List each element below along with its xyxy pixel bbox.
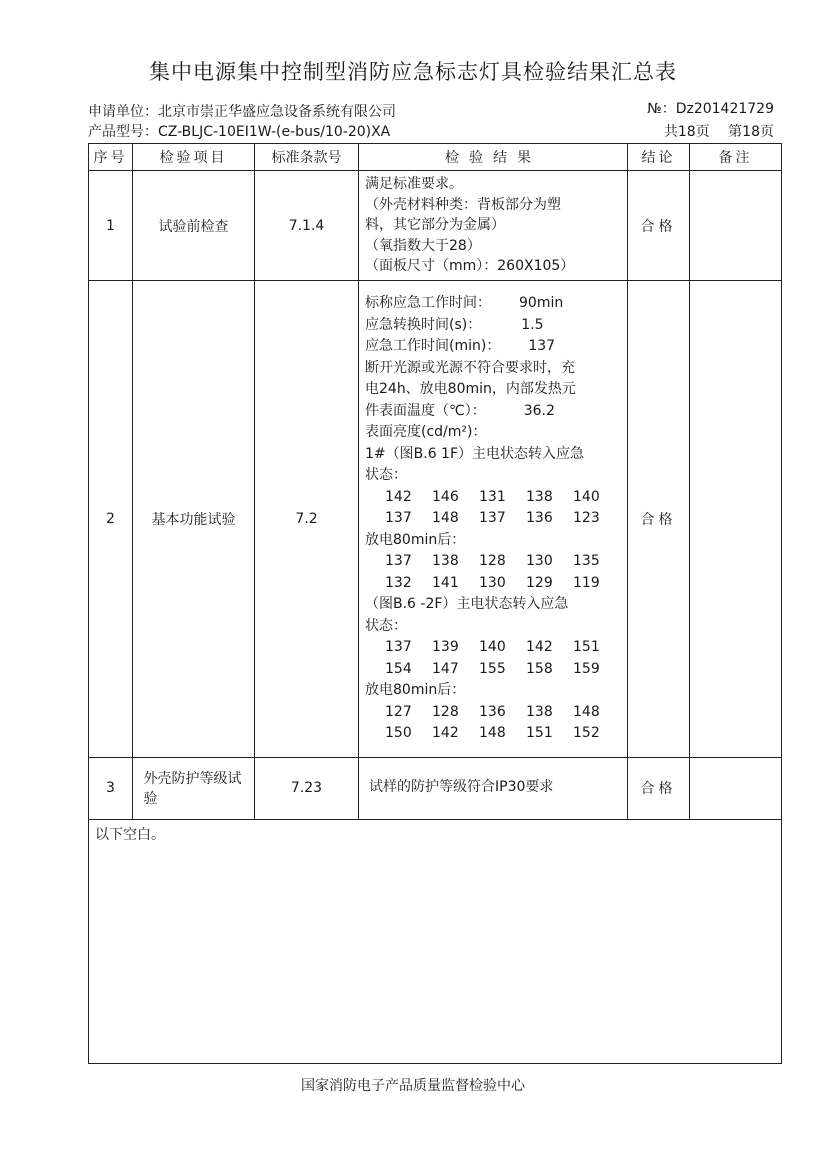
luminance-values bbox=[365, 551, 623, 573]
value-cell: 136 bbox=[479, 703, 506, 720]
row-conclusion: 合格 bbox=[628, 757, 690, 819]
row-clause: 7.2 bbox=[255, 281, 359, 758]
luminance-values bbox=[365, 659, 623, 681]
value-cell: 150 bbox=[385, 725, 412, 741]
header-remark: 备注 bbox=[690, 144, 782, 171]
result-line: 满足标准要求。 bbox=[365, 176, 463, 193]
value-cell: 155 bbox=[479, 660, 506, 677]
header-result: 检验结果 bbox=[359, 144, 628, 171]
total-pages: 共18页 bbox=[663, 124, 710, 140]
header-clause: 标准条款号 bbox=[255, 144, 359, 171]
label-text: 应急工作时间(min)： bbox=[365, 338, 501, 354]
blank-row bbox=[89, 819, 782, 1063]
value-text: 137 bbox=[528, 338, 556, 354]
value-cell: 137 bbox=[385, 553, 412, 569]
value-text: 90min bbox=[519, 295, 564, 311]
result-line bbox=[365, 315, 623, 337]
value-text: 36.2 bbox=[523, 402, 555, 419]
row-clause: 7.23 bbox=[255, 757, 359, 819]
value-cell: 138 bbox=[526, 488, 553, 505]
value-cell: 147 bbox=[432, 660, 459, 677]
result-line bbox=[365, 293, 623, 315]
value-cell: 142 bbox=[385, 488, 412, 505]
value-cell: 129 bbox=[526, 574, 553, 591]
value-cell: 127 bbox=[385, 703, 412, 720]
result-line: 状态： bbox=[365, 467, 407, 483]
table-row bbox=[89, 281, 782, 758]
row-result bbox=[359, 171, 628, 281]
result-line: 放电80min后： bbox=[365, 682, 466, 698]
product-model: 产品型号：CZ-BLJC-10EⅠ1W-(e-bus/10-20)XA bbox=[88, 124, 391, 140]
value-cell: 131 bbox=[479, 488, 506, 505]
value-cell: 146 bbox=[432, 488, 459, 505]
value-cell: 128 bbox=[479, 553, 506, 569]
value-cell: 137 bbox=[385, 510, 412, 526]
value-cell: 159 bbox=[573, 660, 600, 677]
label-text: 件表面温度（℃）： bbox=[365, 402, 486, 419]
row-remark bbox=[690, 171, 782, 281]
value-cell: 151 bbox=[526, 725, 553, 741]
result-line bbox=[365, 336, 623, 358]
row-item bbox=[133, 757, 255, 819]
value-cell: 123 bbox=[573, 510, 600, 526]
applicant: 申请单位：北京市崇正华盛应急设备系统有限公司 bbox=[88, 104, 396, 120]
luminance-values bbox=[365, 573, 623, 595]
label-text: 标称应急工作时间： bbox=[365, 295, 491, 311]
value-cell: 130 bbox=[526, 553, 553, 569]
row-conclusion: 合格 bbox=[628, 171, 690, 281]
value-cell: 152 bbox=[573, 725, 600, 741]
header-item: 检验项目 bbox=[133, 144, 255, 171]
value-cell: 137 bbox=[479, 510, 506, 526]
row-item-text: 外壳防护等级试验 bbox=[143, 771, 242, 807]
row-result bbox=[359, 281, 628, 758]
page-title: 集中电源集中控制型消防应急标志灯具检验结果汇总表 bbox=[149, 60, 677, 84]
current-page: 第18页 bbox=[728, 124, 774, 140]
header-row bbox=[89, 144, 782, 171]
result-line: 料，其它部分为金属） bbox=[365, 217, 505, 234]
result-line: 状态： bbox=[365, 617, 407, 634]
row-item: 基本功能试验 bbox=[133, 281, 255, 758]
value-cell: 138 bbox=[432, 553, 459, 569]
value-cell: 137 bbox=[385, 639, 412, 655]
value-cell: 148 bbox=[432, 510, 459, 526]
value-cell: 138 bbox=[526, 703, 553, 720]
luminance-values bbox=[365, 723, 623, 745]
row-item: 试验前检查 bbox=[133, 171, 255, 281]
row-conclusion: 合格 bbox=[628, 281, 690, 758]
table-row bbox=[89, 171, 782, 281]
row-remark bbox=[690, 757, 782, 819]
value-cell: 139 bbox=[432, 639, 459, 655]
results-table bbox=[88, 143, 782, 1064]
value-cell: 119 bbox=[573, 574, 600, 591]
value-cell: 141 bbox=[432, 574, 459, 591]
result-line: 电24h、放电80min，内部发热元 bbox=[365, 381, 576, 397]
value-cell: 142 bbox=[526, 639, 553, 655]
row-remark bbox=[690, 281, 782, 758]
row-result bbox=[359, 757, 628, 819]
page-info bbox=[664, 121, 774, 141]
value-cell: 128 bbox=[432, 703, 459, 720]
row-clause: 7.1.4 bbox=[255, 171, 359, 281]
footer-organization: 国家消防电子产品质量监督检验中心 bbox=[301, 1078, 525, 1094]
row-no: 1 bbox=[89, 171, 133, 281]
row-no: 3 bbox=[89, 757, 133, 819]
report-number: №：Dz201421729 bbox=[647, 101, 774, 117]
value-cell: 148 bbox=[573, 703, 600, 720]
value-cell: 154 bbox=[385, 660, 412, 677]
value-cell: 136 bbox=[526, 510, 553, 526]
header-conclusion: 结论 bbox=[628, 144, 690, 171]
value-cell: 132 bbox=[385, 574, 412, 591]
luminance-values bbox=[365, 508, 623, 530]
value-cell: 140 bbox=[573, 488, 600, 505]
result-line: 放电80min后： bbox=[365, 531, 466, 548]
value-cell: 140 bbox=[479, 639, 506, 655]
result-line: 1#（图B.6 1F）主电状态转入应急 bbox=[365, 445, 585, 462]
value-cell: 151 bbox=[573, 639, 600, 655]
result-line: （氧指数大于28） bbox=[365, 237, 481, 254]
blank-note: 以下空白。 bbox=[89, 819, 782, 1063]
result-line: （外壳材料种类：背板部分为塑 bbox=[365, 196, 561, 213]
luminance-values bbox=[365, 702, 623, 724]
header-no: 序号 bbox=[89, 144, 133, 171]
value-text: 1.5 bbox=[521, 316, 544, 333]
result-line: 试样的防护等级符合IP30要求 bbox=[369, 779, 554, 796]
result-line: 断开光源或光源不符合要求时，充 bbox=[365, 359, 575, 376]
value-cell: 158 bbox=[526, 660, 553, 677]
result-line: （面板尺寸（mm）：260X105） bbox=[365, 258, 575, 275]
value-cell: 135 bbox=[573, 553, 600, 569]
result-line bbox=[365, 401, 623, 423]
value-cell: 142 bbox=[432, 725, 459, 741]
luminance-values bbox=[365, 487, 623, 509]
value-cell: 130 bbox=[479, 574, 506, 591]
luminance-values bbox=[365, 637, 623, 659]
table-row bbox=[89, 757, 782, 819]
result-line: （图B.6 -2F）主电状态转入应急 bbox=[365, 596, 569, 612]
value-cell: 148 bbox=[479, 725, 506, 741]
row-no: 2 bbox=[89, 281, 133, 758]
result-line: 表面亮度(cd/m²)： bbox=[365, 424, 487, 440]
label-text: 应急转换时间(s)： bbox=[365, 316, 482, 333]
